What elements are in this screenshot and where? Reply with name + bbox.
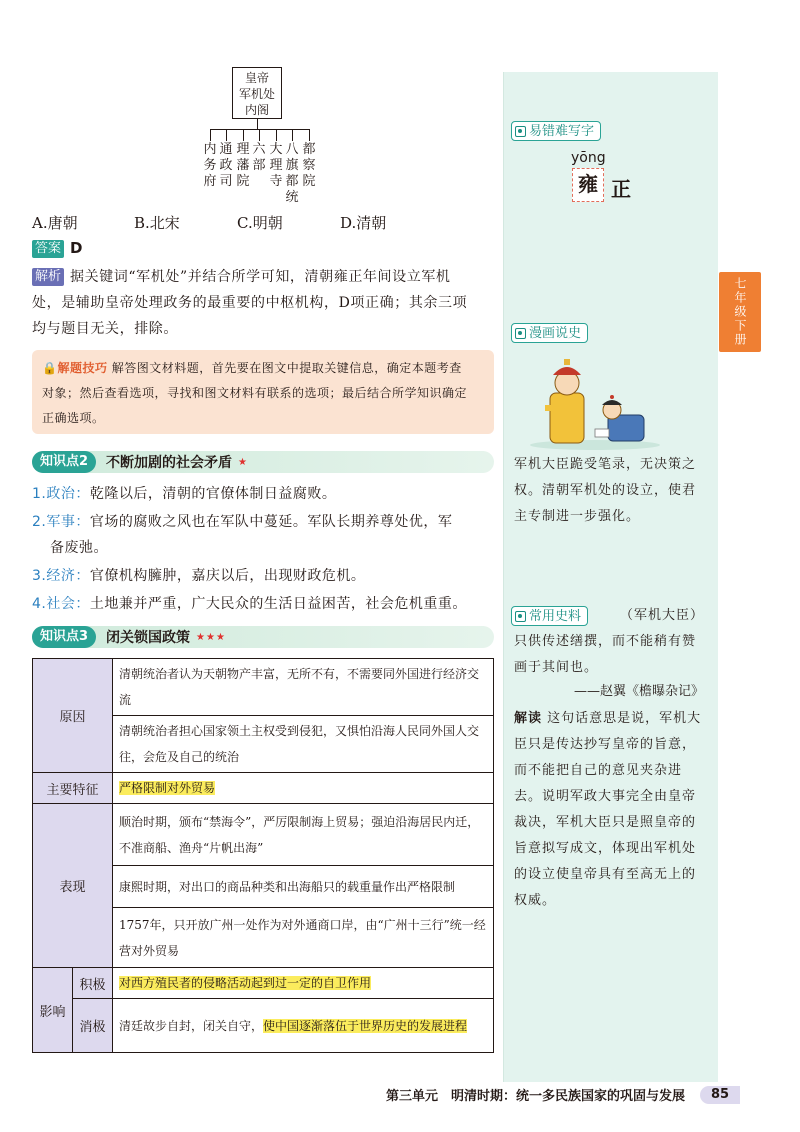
- org-chart-department: 都 察 院: [302, 142, 316, 189]
- row-header-reason: 原因: [33, 659, 113, 773]
- kp2-item-4: 4.社会：土地兼并严重，广大民众的生活日益困苦，社会危机重重。: [32, 596, 467, 612]
- explanation-line-1: 据关键词“军机处”并结合所学可知，清朝雍正年间设立军机: [70, 269, 451, 285]
- interpretation: 解读 这句话意思是说，军机大臣只是传达抄写皇帝的旨意，而不能把自己的意见夹杂进去。说明军政大事完全由皇帝裁决，军机大臣只是照皇帝的旨意拟写成文，体现出军机处的设立使皇帝具有至高无上的权威。: [514, 711, 702, 908]
- explanation-line-2: 处，是辅助皇帝处理政务的最重要的中枢机构，D项正确；其余三项: [32, 295, 468, 311]
- show-1: 顺治时期，颁布“禁海令”，严厉限制海上贸易；强迫沿海居民内迁，不准商船、渔舟“片帆出海”: [113, 804, 494, 866]
- row-header-feature: 主要特征: [33, 773, 113, 804]
- star-icon: ★: [238, 456, 249, 468]
- explanation-line-3: 均与题目无关，排除。: [32, 321, 178, 337]
- org-chart-department: 八 旗 都 统: [285, 142, 299, 205]
- comic-caption: 军机大臣跪受笔录，无决策之权。清朝军机处的设立，使君主专制进一步强化。: [514, 457, 697, 524]
- source-reference: ——赵翼《檐曝杂记》: [573, 684, 704, 699]
- knowledge-point-3-header: [32, 626, 494, 648]
- side-header-sources: 常用史料: [511, 606, 588, 626]
- row-header-impact: 影响: [33, 968, 73, 1053]
- kp-tag: 知识点3: [32, 626, 96, 648]
- negative-cell: 清廷故步自封，闭关自守，使中国逐渐落伍于世界历史的发展进程: [113, 999, 494, 1053]
- side-header-comic: 漫画说史: [511, 323, 588, 343]
- row-header-negative: 消极: [73, 999, 113, 1053]
- option-d: D.清朝: [340, 214, 387, 232]
- kp2-item-2: 2.军事：官场的腐败之风也在军队中蔓延。军队长期养尊处优，军: [32, 514, 453, 530]
- kp-tag: 知识点2: [32, 451, 96, 473]
- option-c: C.明朝: [237, 214, 283, 232]
- org-chart-connector: [276, 129, 277, 141]
- option-b: B.北宋: [134, 214, 180, 232]
- source-text: （军机大臣）只供传述缮撰，而不能稍有赞画于其间也。: [514, 608, 705, 675]
- side-header-characters: 易错难写字: [511, 121, 601, 141]
- feature-cell: 严格限制对外贸易: [113, 773, 494, 804]
- tip-box: [32, 350, 494, 434]
- row-header-show: 表现: [33, 804, 113, 968]
- kp2-item-2-cont: 备废弛。: [50, 540, 108, 556]
- org-chart-connector: [292, 129, 293, 141]
- tip-title: 🔒解题技巧: [42, 361, 108, 375]
- row-header-positive: 积极: [73, 968, 113, 999]
- answer-value: D: [70, 239, 83, 257]
- positive-cell: 对西方殖民者的侵略活动起到过一定的自卫作用: [113, 968, 494, 999]
- tag-icon: [515, 126, 526, 137]
- char-boxed: 雍: [572, 168, 604, 202]
- pinyin: yōng: [571, 150, 606, 166]
- char-plain: 正: [611, 177, 631, 201]
- option-a: A.唐朝: [32, 214, 78, 232]
- org-chart-connector: [226, 129, 227, 141]
- knowledge-point-2-header: [32, 451, 494, 473]
- kp-title: 闭关锁国政策: [106, 630, 191, 646]
- org-chart-connector: [243, 129, 244, 141]
- org-chart-connector: [257, 119, 258, 129]
- org-chart-connector: [259, 129, 260, 141]
- org-chart-department: 理 藩 院: [236, 142, 250, 189]
- reason-1: 清朝统治者认为天朝物产丰富，无所不有，不需要同外国进行经济交流: [113, 659, 494, 716]
- sidebar-panel: [503, 72, 718, 1082]
- org-chart-connector: [210, 129, 211, 141]
- show-2: 康熙时期，对出口的商品种类和出海船只的载重量作出严格限制: [113, 866, 494, 908]
- tip-line-2: 对象；然后查看选项，寻找和图文材料有联系的选项；最后结合所学知识确定: [42, 386, 468, 400]
- org-chart-connector: [210, 129, 310, 130]
- org-chart-department: 通 政 司: [219, 142, 233, 189]
- org-chart-connector: [309, 129, 310, 141]
- comic-illustration: [520, 355, 670, 450]
- reason-2: 清朝统治者担心国家领土主权受到侵犯，又惧怕沿海人民同外国人交往，会危及自己的统治: [113, 716, 494, 773]
- org-chart-department: 大 理 寺: [269, 142, 283, 189]
- kp2-item-1: 1.政治：乾隆以后，清朝的官僚体制日益腐败。: [32, 486, 337, 502]
- tag-icon: [515, 328, 526, 339]
- kp2-item-3: 3.经济：官僚机构臃肿，嘉庆以后，出现财政危机。: [32, 568, 366, 584]
- show-3: 1757年，只开放广州一处作为对外通商口岸，由“广州十三行”统一经营对外贸易: [113, 908, 494, 968]
- footer-unit-title: 第三单元 明清时期：统一多民族国家的巩固与发展: [386, 1089, 686, 1104]
- org-chart-department: 六 部: [252, 142, 266, 173]
- tip-line-3: 正确选项。: [42, 411, 105, 425]
- answer-label: 答案: [32, 240, 64, 258]
- policy-table: [32, 658, 494, 1053]
- page-number: 85: [700, 1086, 740, 1104]
- explanation-label: 解析: [32, 268, 64, 286]
- org-chart-top-box: 皇帝 军机处 内阁: [232, 67, 282, 119]
- tip-line-1: 解答图文材料题，首先要在图文中提取关键信息，确定本题考查: [111, 361, 462, 375]
- grade-tab: 七年级下册: [719, 272, 761, 352]
- org-chart-department: 内 务 府: [203, 142, 217, 189]
- star-icon: ★★★: [196, 631, 226, 643]
- kp-title: 不断加剧的社会矛盾: [106, 455, 233, 471]
